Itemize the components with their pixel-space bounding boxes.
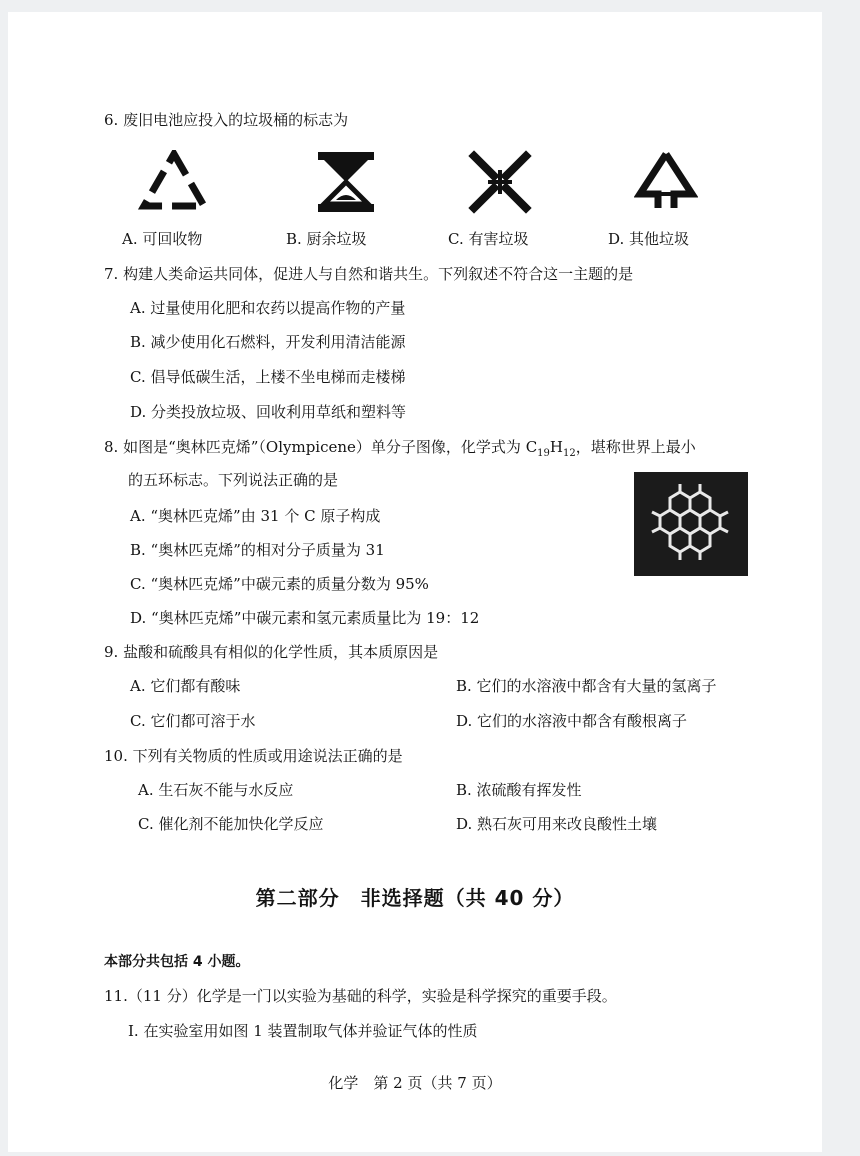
section-title: 第二部分 非选择题（共 40 分） — [255, 886, 575, 910]
q8-option-a: A. “奥林匹克烯”由 31 个 C 原子构成 — [130, 507, 381, 525]
q11-stem: 11.（11 分）化学是一门以实验为基础的科学，实验是科学探究的重要手段。 — [104, 987, 617, 1005]
section-note: 本部分共包括 4 小题。 — [104, 954, 250, 970]
q8-option-c: C. “奥林匹克烯”中碳元素的质量分数为 95% — [130, 575, 429, 593]
q7-option-b: B. 减少使用化石燃料，开发利用清洁能源 — [130, 333, 406, 351]
q9-stem: 9. 盐酸和硫酸具有相似的化学性质，其本质原因是 — [104, 643, 439, 661]
q6-option-d: D. 其他垃圾 — [608, 230, 690, 248]
exam-page — [8, 12, 822, 1152]
q6-option-c: C. 有害垃圾 — [448, 230, 529, 248]
q7-option-d: D. 分类投放垃圾、回收利用草纸和塑料等 — [130, 403, 407, 421]
q7-option-a: A. 过量使用化肥和农药以提高作物的产量 — [130, 299, 406, 317]
q10-stem: 10. 下列有关物质的性质或用途说法正确的是 — [104, 747, 403, 765]
q8-stem-cont: 的五环标志。下列说法正确的是 — [128, 471, 339, 489]
q7-option-c: C. 倡导低碳生活，上楼不坐电梯而走楼梯 — [130, 368, 406, 386]
q6-stem: 6. 废旧电池应投入的垃圾桶的标志为 — [104, 111, 349, 129]
q9-option-b: B. 它们的水溶液中都含有大量的氢离子 — [456, 677, 717, 695]
q9-option-d: D. 它们的水溶液中都含有酸根离子 — [456, 712, 688, 730]
page-footer: 化学 第 2 页（共 7 页） — [328, 1074, 502, 1092]
tree-icon — [634, 150, 698, 214]
q11-sub1: Ⅰ. 在实验室用如图 1 装置制取气体并验证气体的性质 — [128, 1022, 478, 1040]
molecule-image — [634, 472, 748, 576]
q7-stem: 7. 构建人类命运共同体，促进人与自然和谐共生。下列叙述不符合这一主题的是 — [104, 265, 634, 283]
hazard-cross-icon — [468, 150, 532, 214]
q8-stem: 8. 如图是“奥林匹克烯”（Olympicene）单分子图像，化学式为 $C_{19}H_{12}$，堪称世界上最小 — [104, 438, 696, 459]
q10-option-c: C. 催化剂不能加快化学反应 — [138, 815, 324, 833]
q10-option-d: D. 熟石灰可用来改良酸性土壤 — [456, 815, 658, 833]
q8-option-d: D. “奥林匹克烯”中碳元素和氢元素质量比为 19：12 — [130, 609, 480, 627]
q6-option-b: B. 厨余垃圾 — [286, 230, 367, 248]
q10-option-b: B. 浓硫酸有挥发性 — [456, 781, 582, 799]
q8-option-b: B. “奥林匹克烯”的相对分子质量为 31 — [130, 541, 385, 559]
hourglass-icon — [314, 150, 378, 214]
q9-option-c: C. 它们都可溶于水 — [130, 712, 256, 730]
q9-option-a: A. 它们都有酸味 — [130, 677, 241, 695]
q10-option-a: A. 生石灰不能与水反应 — [138, 781, 294, 799]
recycle-icon — [138, 150, 210, 214]
q6-option-a: A. 可回收物 — [122, 230, 203, 248]
